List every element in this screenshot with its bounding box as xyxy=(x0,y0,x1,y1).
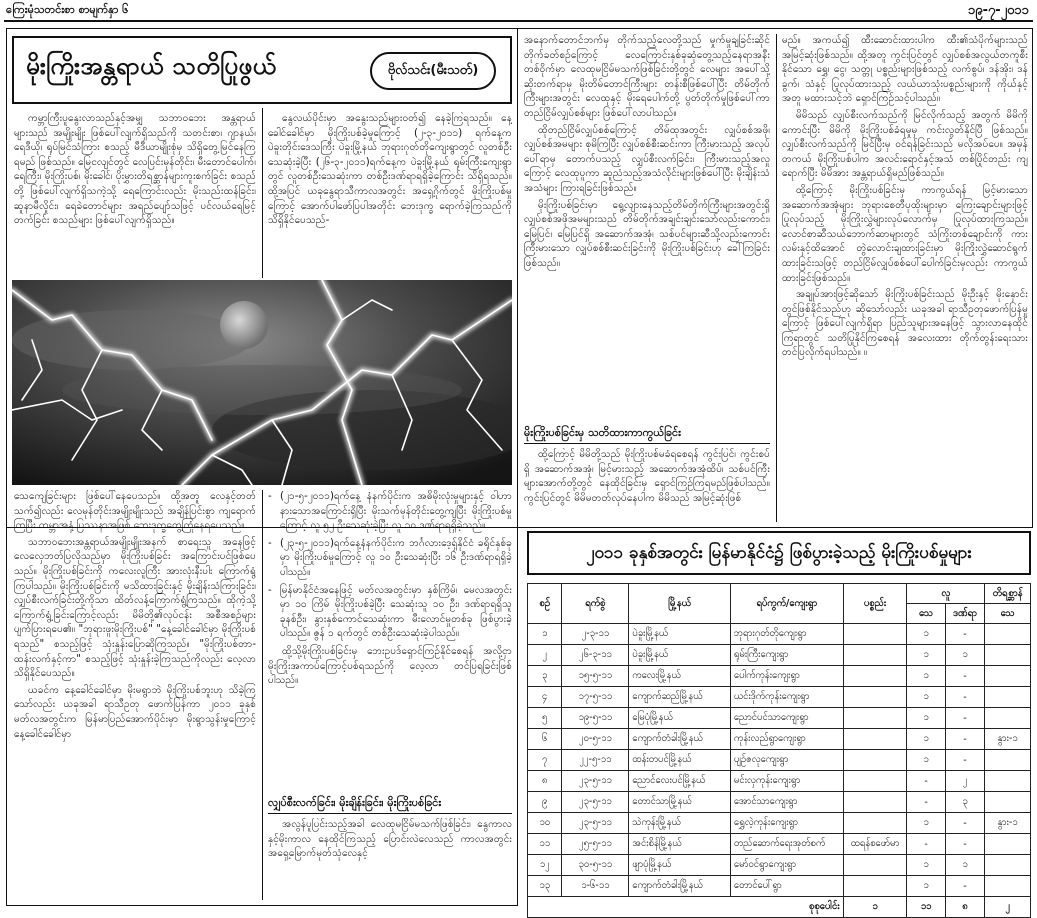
cell-animal: နွား-၁ xyxy=(985,813,1031,834)
col-header-property: ပစ္စည်း xyxy=(843,584,907,624)
lightning-illustration xyxy=(12,280,512,485)
cell-property xyxy=(843,666,907,687)
cell-dead: ၁ xyxy=(907,708,945,729)
col-header-injured: ဒဏ်ရာ xyxy=(945,604,985,624)
lightning-storm-photo xyxy=(12,280,512,485)
cell-village: တောင်ပေါ်ရွာ xyxy=(730,876,843,897)
cell-no: ၃ xyxy=(528,666,562,687)
col-header-people: လူ xyxy=(907,584,985,604)
cell-township: ပဲခူးမြို့နယ် xyxy=(629,624,731,645)
paragraph: သဘာဝဘေးအန္တရာယ်အမျိုးမျိုးအနက် စာရေးသူ အနေဖြင့် လေလှေဘတ်ပြလိုသည်မှာ မိုးကြိုးပစ်ခြင်း အကြောင်းပင်ဖြစ်ပေသည်။ မိုးကြိုးပစ်ခြင်းကို ကလေးလူကြီး အားလုံးနီးပါး ကြောက်ရွံ့ကြပါသည်။ မိုးကြိုးပစ်ခြင်းကို မသိထားခြင်းနှင့် မိုးချိန်းသံကြားခြင်း၊ လျှပ်စီးလက်ခြင်းတို့ကိုသာ ထိတ်လန့်ကြောက်ရွံ့ကြသည်။ ထိုကဲ့သို့ ကြောက်ရွံ့ခြင်းကြောင့်လည်း မိမိတို့၏လုပ်ငန်း အစီအစဉ်များ ပျက်ပြားရပေ၏။ "ဘုရားဖူးမိုးကြိုးပစ်" "နေ့ခေါင်ခေါင်မှာ မိုးကြိုးပစ်ရသည်" စသည့်ဖြင့် သုံးနှုန်းပြောဆိုကြသည်။ "မိုးကြိုးပစ်တာ-ထန်းလက်နှင့်ကာ" စသည့်ဖြင့် သုံးနှုန်းခဲ့ကြသည်ကိုလည်း လေ့လာသိရှိနိုင်ပေသည်။ xyxy=(14,536,256,680)
paragraph: ထို့သို့မိုးကြိုးပစ်ခြင်းမှ ဘေးဥပဒ်ရှောင်ကြဉ်နိုင်စေရန် အလို့ငှာ မိုးကြိုးအကာပ်ကြောင့်ပစ်ရသည်ကို လေ့လာ တင်ပြရခြင်းဖြစ်ပါသည်။ xyxy=(268,645,512,687)
cell-date: ၂၆-၃-၁၁ xyxy=(562,645,629,666)
cell-property xyxy=(843,708,907,729)
cell-dead: ၁ xyxy=(907,855,945,876)
cell-property: ထရန်စဖော်မာ xyxy=(843,834,907,855)
total-injured: ၈ xyxy=(945,897,985,918)
cell-township: ပဲခူးမြို့နယ် xyxy=(629,645,731,666)
cell-animal xyxy=(985,645,1031,666)
col-header-no: စဉ် xyxy=(528,584,562,624)
subheading-lightning-thunder: လျှပ်စီးလက်ခြင်း၊ မိုးချိန်းခြင်း၊ မိုးကြိုးပစ်ခြင်း xyxy=(268,796,442,809)
cell-dead: ၁ xyxy=(907,813,945,834)
cell-injured: ၁ xyxy=(945,645,985,666)
paragraph: သေကျေခြင်းများ ဖြစ်ပေါ်နေပေသည်။ ထို့အတူ လေနှင့်တတ်သက်၍လည်း လေမုန်တိုင်းအမျိုးမျိုးသည် အချိန်ပြင်းစွာ ကျရောက်ကြပြီး ကမ္ဘာအနှံ့ ပြဿနာအဖြစ် ဘေးဒုက္ခတွေ့ကြုံနေရပေသည်။ xyxy=(14,491,256,532)
cell-date: ၂၂-၅-၁၁ xyxy=(562,750,629,771)
column-4-body xyxy=(782,34,1028,524)
cell-village: ပျဉ်ဇလုကျေးရွာ xyxy=(730,750,843,771)
cell-dead: ၁ xyxy=(907,666,945,687)
cell-injured: - xyxy=(945,687,985,708)
cell-date: ၂၃-၅-၁၁ xyxy=(562,813,629,834)
table-row xyxy=(528,855,1031,876)
lightning-incidents-table xyxy=(527,583,1031,918)
table-row xyxy=(528,645,1031,666)
article-title-box xyxy=(12,36,512,104)
cell-township: ဖျာပုံမြို့နယ် xyxy=(629,855,731,876)
article-byline: ဗိုလ်သင်း(မီးသတ်) xyxy=(370,52,496,90)
total-dead: ၁၁ xyxy=(907,897,945,918)
cell-village: ယင်းဒိုက်ကုန်းကျေးရွာ xyxy=(730,687,843,708)
cell-no: ၄ xyxy=(528,687,562,708)
cell-injured: ၃ xyxy=(945,792,985,813)
column-2-bottom xyxy=(268,818,512,904)
article-title: မိုးကြိုးအန္တရာယ် သတိပြုဖွယ် xyxy=(26,52,277,80)
cell-township: မြေပုံမြို့နယ် xyxy=(629,708,731,729)
cell-township: ထန်းတပင်မြို့နယ် xyxy=(629,750,731,771)
col-header-animal-dead: သေ xyxy=(985,604,1031,624)
paragraph: ထို့ကြောင့် မိုးကြိုးပစ်ခြင်းမှ ကာကွယ်ရန် မြင့်မားသော အဆောက်အအုံများ ဘုရားစေတီပုထိုးများမှာ ကြေးချောင်းများဖြင့် ပြုလုပ်သည့် မိုးကြိုးလွှဲများလုပ်လောက်မှ ပြုလုပ်ထားကြသည်။ လောင်စာဆီသယ်ဘောက်ဆာများတွင် သံကြိုးတစ်ချောင်းကို ကားလမ်းနှင့်ထိအောင် တွဲလောင်းချထားခြင်းမှာ မိုးကြိုးလွှဲဆောင်ရွက်ထားခြင်းသဖြင့် တည်ငြိမ်လျှပ်စစ်ပေါ်ပေါက်ခြင်းမှလည်း ကာကွယ်ထားခြင်းဖြစ်သည်။ xyxy=(782,184,1028,284)
cell-property xyxy=(843,813,907,834)
cell-injured: - xyxy=(945,666,985,687)
cell-village: ဘုရားဂုတ်တိုကျေးရွာ xyxy=(730,624,843,645)
cell-dead: - xyxy=(907,792,945,813)
paragraph: မိုးကြိုးပစ်ခြင်းမှာ ရွေ့လျားနေသည့်တိမ်တိုက်ကြီးများအတွင်းရှိ လျှပ်စစ်အဖိုအမများသည် တိမ်တိုက်အချင်းချင်းသော်လည်းကောင်း၊ မြေပြင်၊ မြေပြင်ရှိ အဆောက်အအုံ၊ သစ်ပင်များဆီသို့လည်းကောင်း ကြီးမားသော လျှပ်စစ်စီးဆင်းခြင်းကို မိုးကြိုးပစ်ခြင်းဟု ခေါ်ကြခြင်းဖြစ်သည်။ xyxy=(524,199,770,269)
cell-township: ကျောက်တံခါးမြို့နယ် xyxy=(629,729,731,750)
cell-village: ပေါက်ကုန်းကျေးရွာ xyxy=(730,666,843,687)
total-animal: ၂ xyxy=(985,897,1031,918)
cell-date: ၂၃-၅-၁၁ xyxy=(562,771,629,792)
cell-township: ကျောက်တံခါးမြို့နယ် xyxy=(629,876,731,897)
cell-township: ညောင်လေးပင်မြို့နယ် xyxy=(629,771,731,792)
incident-list xyxy=(268,490,512,642)
cell-animal xyxy=(985,666,1031,687)
cell-no: ၁၂ xyxy=(528,855,562,876)
col-header-village: ရပ်ကွက်/ကျေးရွာ xyxy=(730,584,843,624)
cell-no: ၁၀ xyxy=(528,813,562,834)
list-item: - (၂၃-၅-၂၀၁၁)ရက်နေ့နံနက်ပိုင်းက ဘင်္ဂလားဒေ့ရှ်နိုင်ငံ ခရိုင်နှစ်ခုမှာ မိုးကြိုးပစ်မှုကြောင့် လူ ၁၀ ဦးသေဆုံးပြီး ၁၆ ဦးဒဏ်ရာရရှိခဲ့ပါသည်။ xyxy=(268,537,512,581)
table-row xyxy=(528,687,1031,708)
cell-injured: ၁ xyxy=(945,855,985,876)
cell-animal xyxy=(985,750,1031,771)
list-item: - မြန်မာနိုင်ငံအနေဖြင့် မတ်လအတွင်းမှာ နှစ်ကြိမ်၊ မေလအတွင်းမှာ ၁၀ ကြိမ် မိုးကြိုးပစ်ခဲ့ပြီး သေဆုံးသူ ၁၀ ဦး၊ ဒဏ်ရာရရှိသူ ခုနစ်ဦး၊ နွားနှစ်ကောင်သေဆုံးကာ မီးလောင်မှုတစ်ခု ဖြစ်ပွားခဲ့ပါသည်။ ဇွန် ၁ ရက်တွင် တစ်ဦးသေဆုံးခဲ့ပါသည်။ xyxy=(268,584,512,642)
subheading-rule xyxy=(268,813,512,814)
cell-township: သဲကုန်းမြို့နယ် xyxy=(629,813,731,834)
cell-date: ၁၇-၅-၁၁ xyxy=(562,687,629,708)
paragraph: ထို့ကြောင့် မိမိတို့သည် မိုးကြိုးပစ်မခံရစေရန် ကွင်းပြင်၊ ကွင်းစပ်ရှိ အဆောက်အအုံ၊ မြင့်မားသည့် အဆောက်အအုံထိပ်၊ သစ်ပင်ကြီးများအောက်တို့တွင် နေထိုင်ခြင်းမှ ရှောင်ကြဉ်ကြရမည်ဖြစ်ပါသည်။ ကွင်းပြင်တွင် မိမိမတတ်လုပ်နေပါက မိမိသည် အမြင့်ဆုံးဖြစ် xyxy=(524,449,770,504)
cell-no: ၉ xyxy=(528,792,562,813)
cell-no: ၁ xyxy=(528,624,562,645)
column-2-intro xyxy=(268,112,512,278)
cell-township: ကျောက်ဆည်မြို့နယ် xyxy=(629,687,731,708)
table-row xyxy=(528,792,1031,813)
cell-injured: - xyxy=(945,834,985,855)
table-row xyxy=(528,750,1031,771)
cell-property xyxy=(843,792,907,813)
moon-icon xyxy=(220,301,268,349)
list-item: - (၂၁-၅-၂၀၁၁)ရက်နေ့ နံနက်ပိုင်းက အဓိမိုးလုံးမှုများနှင့် ဝါဟာနားသောအကြောင်းရှိပြီး မိုးသက်မုန်တိုင်းတွေ့ကျပြီး မိုးကြိုးပစ်မှုကြောင့် လူ ၅၂ ဦးသေဆုံးခဲ့ပြီး လူ ၁၀ ဒဏ်ရာရရှိခဲ့သည်။ xyxy=(268,490,512,534)
cell-village: မင်းလှကုန်းကျေးရွာ xyxy=(730,771,843,792)
cell-no: ၅ xyxy=(528,708,562,729)
cell-no: ၂ xyxy=(528,645,562,666)
paragraph: အလွန်ပူပြင်းသည့်အခါ လေထုမငြိမ်မသက်ဖြစ်ခြင်း၊ နွေကာလနှင့်မိုးကာလ နေထိုင်ကြသည့် ပြောင်းလဲလေသည် ကာလအတွင်း အရှေ့မြောက်မုတ်သုံလေနှင့် xyxy=(268,819,512,860)
paragraph: နွေလယ်ပိုင်းမှာ အနွေးသည်များဝတ်၍ နေခဲ့ကြရသည်။ နေ့ခေါင်ခေါင်မှာ မိုးကြိုးပစ်ခဲ့မှုကြောင့် (၂-၃-၂၀၁၁) ရက်နေ့က ပဲခူးတိုင်းဒေသကြီး ပဲခူးမြို့နယ် ဘုရားဂုတ်တိုကျေးရွာတွင် လူတစ်ဦးသေဆုံးခဲ့ပြီး (၂၆-၃-၂၀၁၁)ရက်နေ့က ပဲခူးမြို့နယ် ရုမ်းကြီးကျေးရွာတွင် လူတစ်ဦးသေဆုံးကာ တစ်ဦးဒဏ်ရာရရှိခဲ့ကြောင်း သိရှိရသည်။ ထို့အပြင် ယခုနွေရာသီကာလအတွင်း အရှေ့ဂိုက်တွင် မိုးကြိုးပစ်မှုကြောင့် အောက်ပါဖော်ပြပါအတိုင်း ဘေးဒုက္ခ ရောက်ခဲ့ကြသည်ကို သိရှိနိုင်ပေသည်- xyxy=(268,113,512,227)
cell-date: ၃၀-၅-၁၁ xyxy=(562,855,629,876)
cell-injured: - xyxy=(945,624,985,645)
column-rule-1b xyxy=(262,490,263,900)
column-1-intro xyxy=(14,112,256,278)
table-title: ၂၀၁၁ ခုနှစ်အတွင်း မြန်မာနိုင်ငံ၌ ဖြစ်ပွားခဲ့သည့် မိုးကြိုးပစ်မှုများ xyxy=(586,543,972,563)
cell-property xyxy=(843,645,907,666)
cell-injured: - xyxy=(945,750,985,771)
table-row xyxy=(528,666,1031,687)
table-body xyxy=(528,624,1031,918)
column-1-body xyxy=(14,490,256,902)
table-row xyxy=(528,813,1031,834)
table-title-box xyxy=(527,531,1031,575)
cell-property xyxy=(843,624,907,645)
cell-date: ၁၅-၅-၁၁ xyxy=(562,666,629,687)
cell-village: ညောင်ပင်သာကျေးရွာ xyxy=(730,708,843,729)
cell-village: တည်ဆောက်ရေးအုတ်စက် xyxy=(730,834,843,855)
cell-animal xyxy=(985,708,1031,729)
cell-date: ၁၉-၅-၁၁ xyxy=(562,708,629,729)
cell-property xyxy=(843,750,907,771)
cell-injured: - xyxy=(945,813,985,834)
page-header xyxy=(0,0,1037,22)
cell-date: ၁-၆-၁၁ xyxy=(562,876,629,897)
paragraph: ကမ္ဘာကြီးပူနွေးလာသည်နှင့်အမျှ သဘာဝဘေး အန္တရာယ်များသည် အမျိုးမျိုး ဖြစ်ပေါ်လျက်ရှိသည်ကို သတင်းစာ၊ ဂျာနယ်၊ ရေဒီယို၊ ရုပ်မြင်သံကြား စသည့် မီဒီယာမျိုးစုံမှ သိရှိတွေ့မြင်နေကြရမည် ဖြစ်သည်။ မြေငလျင်တွင် လေပြင်းမုန်တိုင်း၊ မီးတောင်ပေါက်၊ ရေကြီး၊ မိုးကြိုးပစ်၊ မိုးခေါင်၊ ပိုးမွှားတိရစ္ဆာန်များကူးစက်ခြင်း စသည်တို့ ဖြစ်ပေါ်လျက်ရှိသကဲ့သို့ ရေကြောင်းလည်း မိုးသည်းထန်ခြင်း၊ ဆူနာမီလှိုင်း၊ ရေခဲတောင်များ အရည်ပျော်သဖြင့် ပင်လယ်ရေမြင့်တက်ခြင်း စသည်များ ဖြစ်ပေါ်လျက်ရှိသည်။ xyxy=(14,113,256,227)
paragraph: မိမိသည် လျှပ်စီးလက်သည်ကို မြင်လိုက်သည့် အတွက် မိမိကိုကောင်းပြီး မိမိကို မိုးကြိုးပစ်ခံရမှုမှ ကင်းလွတ်နိုင်ပြီ ဖြစ်သည်။ လျှပ်စီးလက်သည်ကို မြင်ပြီးမှ ဝင်ရန်ခြင်းသည် မလိုအပ်ပေ။ အမှန်တကယ် မိုးကြိုးပစ်ပါက အလင်းရောင်နှင့်အသံ တစ်ပြိုင်တည်း ကျရောက်ပြီး မိမိအား အန္တရာယ်ရှိမည်ဖြစ်သည်။ xyxy=(782,109,1028,180)
subheading-rule xyxy=(524,443,770,444)
table-row xyxy=(528,729,1031,750)
column-3-bottom xyxy=(524,448,770,524)
cell-property xyxy=(843,771,907,792)
paragraph: အနောက်တောင်ဘက်မှ တိုက်သည့်လေတို့သည် မှုက်မှုချခြင်းဆိုင် တိုက်ခတ်စဉ်ကြောင့် လေကြောင်းနှစ်ခုဆုံတွေ့သည့်နေရာအနီးတစ်ဝိုက်မှာ လေထုမငြိမ်မသက်ဖြစ်ခြင်းတို့တွင် လေများ အပေါ်သို့ဆိုးတက်ရာမှ မိုးတိမ်တောင်ကြီးများ တန်းစီဖြစ်ပေါ်ပြီး တိမ်တိုက်ကြီးများအတွင်း လေထုနှင့် မိုးရေပေါက်တို့ ပွတ်တိုက်မှုဖြစ်ပေါ်ကာ တည်ငြိမ်လျှပ်စစ်များ ဖြစ်ပေါ်လာပါသည်။ xyxy=(524,35,770,119)
cell-dead: ၁ xyxy=(907,876,945,897)
cell-no: ၁၁ xyxy=(528,834,562,855)
cell-no: ၇ xyxy=(528,750,562,771)
cell-township: အင်းစိန်မြို့နယ် xyxy=(629,834,731,855)
column-rule-3 xyxy=(776,34,777,522)
cell-dead: - xyxy=(907,771,945,792)
cell-no: ၁၃ xyxy=(528,876,562,897)
cell-village: ရုမ်းကြီးကျေးရွာ xyxy=(730,645,843,666)
cell-no: ၆ xyxy=(528,729,562,750)
cell-township: ကလေးမြို့နယ် xyxy=(629,666,731,687)
cell-township: တောင်သာမြို့နယ် xyxy=(629,792,731,813)
cell-dead: ၁ xyxy=(907,687,945,708)
paragraph: အချုပ်အားဖြင့်ဆိုသော် မိုးကြိုးပစ်ခြင်းသည် မိုးဦးနှင့် မိုးနှောင်းတွင်ဖြစ်နိုင်သည်ဟု ဆိုသော်လည်း ယခုအခါ ရာသီဥတုဖောက်ပြန်မှုကြောင့် ဖြစ်ပေါ်လျက်ရှိရာ ပြည်သူများအနေဖြင့် သွားလာနေထိုင်ကြရာတွင် သတိပြုနိုင်ကြစေရန် အလေးထား တိုက်တွန်းရေးသားတင်ပြလိုက်ရပါသည်။ ။ xyxy=(782,289,1028,359)
cell-dead: ၁ xyxy=(907,645,945,666)
cell-injured: - xyxy=(945,876,985,897)
cell-animal xyxy=(985,771,1031,792)
cell-animal xyxy=(985,876,1031,897)
table-row xyxy=(528,834,1031,855)
cell-animal xyxy=(985,624,1031,645)
cell-village: ရွှေလဲ့ကုန်းကျေးရွာ xyxy=(730,813,843,834)
cell-animal xyxy=(985,834,1031,855)
cell-village: အောင်သာကျေးရွာ xyxy=(730,792,843,813)
table-row xyxy=(528,876,1031,897)
table-total-row xyxy=(528,897,1031,918)
cell-date: ၂၀-၅-၁၁ xyxy=(562,729,629,750)
col-header-animals: တိရစ္ဆာန် xyxy=(985,584,1031,604)
paragraph: မည်။ အကယ်၍ ထီးဆောင်းထားပါက ထီး၏သံပိုက်များသည် အမြင့်ဆုံးဖြစ်သည်။ ထို့အတူ ကွင်းပြင်တွင် လျှပ်စစ်အလွယ်တကူစီးနိုင်သော ရွှေ၊ ငွေ၊ သတ္တု ပစ္စည်းများဖြစ်သည့် လက်စွပ်၊ ဒန်အိုး၊ ဒန်ခွက်၊ သံနှင့် ပြုလုပ်ထားသည့် လယ်ယာသုံးပစ္စည်းများကို ကိုယ်နှင့်အတူ မထားသင့်ဘဲ ရှောင်ကြဉ်သင့်ပါသည်။ xyxy=(782,35,1028,105)
cell-no: ၈ xyxy=(528,771,562,792)
cell-date: ၂၅-၅-၁၁ xyxy=(562,834,629,855)
cell-village: ကုန်းလည်ရွာကျေးရွာ xyxy=(730,729,843,750)
table-row xyxy=(528,708,1031,729)
cell-property xyxy=(843,855,907,876)
cell-dead: ၁ xyxy=(907,624,945,645)
cell-injured: ၂ xyxy=(945,771,985,792)
paragraph: ယခင်က နေ့ခေါင်ခေါင်မှာ မိုးမရွာဘဲ မိုးကြိုးပစ်ဘူးဟု သိခဲ့ကြသော်လည်း ယခုအခါ ရာသီဥတု ဖောက်ပြန်ကာ ၂၀၁၁ ခုနှစ် မတ်လအတွင်းက မြန်မာပြည်အောက်ပိုင်းမှာ မိုးရွာသွန်းမှုကြောင့် နေ့ခေါင်ခေါင်မှာ xyxy=(14,684,256,740)
cell-date: ၂-၃-၁၁ xyxy=(562,624,629,645)
table-row xyxy=(528,624,1031,645)
table-row xyxy=(528,771,1031,792)
paragraph: ထိုတည်ငြိမ်လျှပ်စစ်ကြောင့် တိမ်ထုအတွင်း လျှပ်စစ်အဖို၊ လျှပ်စစ်အမများ စုမိကြပြီး လျှပ်စစ်စီးဆင်းကာ ကြီးမားသည့် အလုပ်ပေါ်ရာမှ တောက်ပသည့် လျှပ်စီးလက်ခြင်း၊ ကြီးမားသည့်အလှုကြောင့် လေထုပူကာ ဆူညံသည့်အသံလိုင်းများဖြစ်ပေါ်ပြီး မိုးချိန်းသံအသံများ ကြားရခြင်းဖြစ်သည်။ xyxy=(524,124,770,194)
cell-dead: - xyxy=(907,834,945,855)
cell-animal xyxy=(985,687,1031,708)
cell-animal: နွား-၁ xyxy=(985,729,1031,750)
cell-dead: ၁ xyxy=(907,750,945,771)
cell-date: ၂၃-၅-၁၁ xyxy=(562,792,629,813)
column-rule-1 xyxy=(262,108,263,278)
header-rule xyxy=(4,20,1033,22)
cell-animal xyxy=(985,855,1031,876)
total-label: စုစုပေါင်း xyxy=(528,897,844,918)
cell-injured: - xyxy=(945,729,985,750)
cell-property xyxy=(843,687,907,708)
cell-injured: - xyxy=(945,708,985,729)
total-property: ၁ xyxy=(843,897,907,918)
cell-animal xyxy=(985,792,1031,813)
subheading-protection: မိုးကြိုးပစ်ခြင်းမှ သတိထားကာကွယ်ခြင်း xyxy=(524,426,681,439)
col-header-date: ရက်စွဲ xyxy=(562,584,629,624)
table-header-row xyxy=(528,584,1031,604)
cell-village: မော်ဝင်ရွာကျေးရွာ xyxy=(730,855,843,876)
issue-date: ၁၉-၇-၂၀၁၁ xyxy=(967,3,1029,18)
cell-property xyxy=(843,729,907,750)
publication-name: ကြေးမုံသတင်းစာ စာမျက်နှာ ၆ xyxy=(6,3,129,16)
column-3-body xyxy=(524,34,770,420)
col-header-township: မြို့နယ် xyxy=(629,584,731,624)
cell-property xyxy=(843,876,907,897)
column-2-body xyxy=(268,490,512,790)
col-header-dead: သေ xyxy=(907,604,945,624)
cell-dead: ၁ xyxy=(907,729,945,750)
